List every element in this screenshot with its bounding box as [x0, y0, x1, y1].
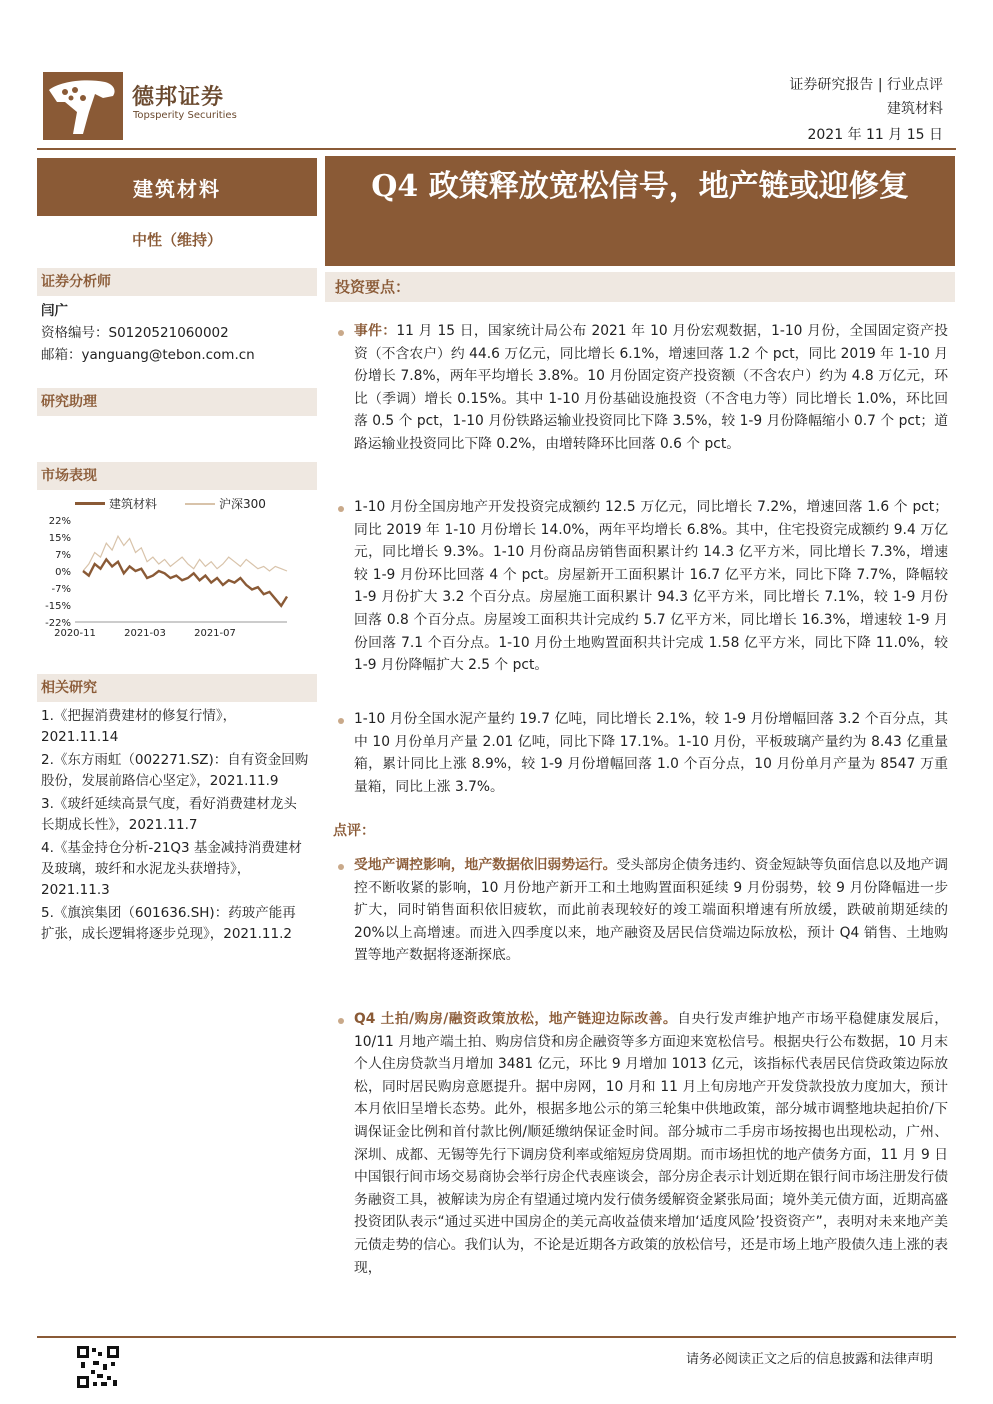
related-research-item[interactable]: 4.《基金持仓分析-21Q3 基金减持消费建材及玻璃，玻纤和水泥龙头获增持》，2021.11.3	[41, 840, 302, 898]
x-tick-label: 2020-11	[54, 628, 96, 639]
paragraph-text: 11 月 15 日，国家统计局公布 2021 年 10 月份宏观数据，1-10 月份，全国固定资产投资（不含农户）约 44.6 万亿元，同比增长 6.1%，增速回落 1.2 个 pct，同比 2019 年 1-10 月份增长 7.8%，两年平均增长 3.8%。10 月份固定资产投资额（不含农户）约为 4.8 万亿元，环比（季调）增长 0.15%。其中 1-10 月份基础设施投资（不含电力等）同比增长 1.0%，环比回落 0.5 个 pct，1-10 月份铁路运输业投资同比下降 3.5%，较 1-9 月份降幅缩小 0.7 个 pct；道路运输业投资同比下降 0.2%，由增转降环比回落 0.6 个 pct。	[354, 323, 949, 452]
report-title: Q4 政策释放宽松信号，地产链或迎修复	[325, 156, 955, 266]
paragraph-lead: 事件：	[354, 323, 397, 339]
paragraph-lead: Q4 土拍/购房/融资政策放松，地产链迎边际改善。	[354, 1011, 678, 1027]
y-tick-label: -22%	[45, 618, 71, 629]
y-tick-label: -7%	[51, 584, 71, 595]
bullet-icon	[338, 330, 344, 336]
header-industry: 建筑材料	[887, 101, 943, 117]
paragraph-review-1	[354, 854, 948, 967]
y-tick-label: 0%	[55, 567, 71, 578]
analyst-cert: 资格编号：S0120521060002	[41, 325, 229, 341]
paragraph-lead: 受地产调控影响，地产数据依旧弱势运行。	[354, 857, 617, 873]
analyst-name: 闫广	[41, 303, 68, 319]
paragraph-cement: 1-10 月份全国水泥产量约 19.7 亿吨，同比增长 2.1%，较 1-9 月份增幅回落 3.2 个百分点，其中 10 月份单月产量 2.01 亿吨，同比下降 17.1%。1-10 月份，平板玻璃产量约为 8.43 亿重量箱，累计同比上涨 8.9%，较 1-9 月份增幅回落 1.0 个百分点，10 月份单月产量为 8547 万重量箱，同比上涨 3.7%。	[354, 711, 948, 795]
paragraph-property: 1-10 月份全国房地产开发投资完成额约 12.5 万亿元，同比增长 7.2%，增速回落 1.6 个 pct；同比 2019 年 1-10 月份增长 14.0%，两年平均增长 6.8%。其中，住宅投资完成额约 9.4 万亿元，同比增长 9.3%。1-10 月份商品房销售面积累计约 14.3 亿平方米，同比增长 7.3%，增速较 1-9 月份环比回落 4 个 pct。房屋新开工面积累计 16.7 亿平方米，同比下降 7.7%，降幅较 1-9 月份扩大 3.2 个百分点。房屋施工面积累计 94.3 亿平方米，同比增长 7.1%，较 1-9 月份回落 0.8 个百分点。房屋竣工面积共计完成约 5.7 亿平方米，同比增长 16.3%，增速较 1-9 月份回落 7.1 个百分点。1-10 月份土地购置面积共计完成 1.58 亿平方米，同比下降 11.0%，较 1-9 月份降幅扩大 2.5 个 pct。	[354, 499, 948, 674]
assistant-section-title: 研究助理	[37, 388, 317, 416]
bullet-icon	[338, 718, 344, 724]
y-tick-label: 22%	[48, 516, 71, 527]
x-tick-label: 2021-07	[194, 628, 236, 639]
paragraph-text: 受头部房企债务违约、资金短缺等负面信息以及地产调控不断收紧的影响，10 月份地产新开工和土地购置面积延续 9 月份弱势，较 9 月份降幅进一步扩大，同时销售面积依旧疲软，而此前表现较好的竣工端面积增速有所放缓，跌破前期延续的 20%以上高增速。而进入四季度以来，地产融资及居民信贷端边际放松，预计 Q4 销售、土地购置等地产数据将逐渐探底。	[354, 857, 949, 964]
report-type: 证券研究报告 | 行业点评	[789, 77, 943, 93]
leopard-logo-icon	[43, 72, 123, 140]
legend-swatch	[75, 502, 105, 505]
report-date: 2021 年 11 月 15 日	[807, 127, 943, 143]
related-research-item[interactable]: 5.《旗滨集团（601636.SH)：药玻产能再扩张，成长逻辑将逐步兑现》，2021.11.2	[41, 905, 296, 942]
legend-label: 沪深300	[219, 497, 266, 511]
market-performance-chart	[37, 512, 297, 642]
legend-label: 建筑材料	[109, 497, 158, 511]
company-logo	[43, 72, 123, 140]
y-tick-label: 15%	[48, 533, 71, 544]
key-points-heading: 投资要点：	[325, 272, 955, 302]
paragraph-event	[354, 320, 948, 456]
chart-legend	[75, 495, 266, 512]
bullet-icon	[338, 864, 344, 870]
market-section-title: 市场表现	[37, 462, 317, 490]
y-tick-label: 7%	[55, 550, 71, 561]
logo-cn: 德邦证券	[132, 85, 225, 110]
bullet-icon	[338, 1018, 344, 1024]
analyst-section-title: 证券分析师	[37, 268, 317, 296]
series-line	[83, 559, 287, 605]
logo-en: Topsperity Securities	[133, 110, 237, 121]
legend-swatch	[185, 503, 215, 505]
x-tick-label: 2021-03	[124, 628, 166, 639]
header-divider	[37, 148, 956, 150]
footer-divider	[37, 1336, 956, 1338]
y-tick-label: -15%	[45, 601, 71, 612]
qr-code-icon	[77, 1346, 119, 1388]
related-section-title: 相关研究	[37, 674, 317, 702]
legend-item	[185, 495, 266, 512]
footer-disclaimer: 请务必阅读正文之后的信息披露和法律声明	[685, 1352, 933, 1367]
paragraph-text: 自央行发声维护地产市场平稳健康发展后，10/11 月地产端土拍、购房信贷和房企融资等多方面迎来宽松信号。根据央行公布数据，10 月末个人住房贷款当月增加 3481 亿元，环比 9 月增加 1013 亿元，该指标代表居民信贷政策边际放松，同时居民购房意愿提升。据中房网，10 月和 11 月上旬房地产开发贷款投放力度加大，预计本月依旧呈增长态势。此外，根据多地公示的第三轮集中供地政策，部分城市调整地块起拍价/下调保证金比例和首付款比例/顺延缴纳保证金时间。部分城市二手房市场按揭也出现松动，广州、深圳、成都、无锡等先行下调房贷利率或缩短房贷周期。而市场担忧的地产债务方面，11 月 9 日中国银行间市场交易商协会举行房企代表座谈会，部分房企表示计划近期在银行间市场注册发行债务融资工具，被解读为房企有望通过境内发行债务缓解资金紧张局面；境外美元债方面，近期高盛投资团队表示“通过买进中国房企的美元高收益债来增加‘适度风险’投资资产”，表明对未来地产美元债走势的信心。我们认为，不论是近期各方政策的放松信号，还是市场上地产股债久违上涨的表现，	[354, 1011, 948, 1276]
analyst-info	[41, 300, 317, 366]
analyst-email[interactable]: 邮箱：yanguang@tebon.com.cn	[41, 347, 255, 363]
legend-item	[75, 495, 157, 512]
review-heading: 点评：	[333, 823, 375, 839]
related-research-item[interactable]: 3.《玻纤延续高景气度，看好消费建材龙头长期成长性》，2021.11.7	[41, 796, 297, 833]
rating: 中性（维持）	[131, 231, 222, 249]
related-research-item[interactable]: 2.《东方雨虹（002271.SZ)：自有资金回购股份，发展前路信心坚定》，2021.11.9	[41, 752, 309, 789]
bullet-icon	[338, 506, 344, 512]
related-research-list	[41, 706, 309, 947]
paragraph-review-2	[354, 1008, 948, 1279]
industry-banner: 建筑材料	[37, 158, 317, 216]
related-research-item[interactable]: 1.《把握消费建材的修复行情》，2021.11.14	[41, 708, 237, 745]
